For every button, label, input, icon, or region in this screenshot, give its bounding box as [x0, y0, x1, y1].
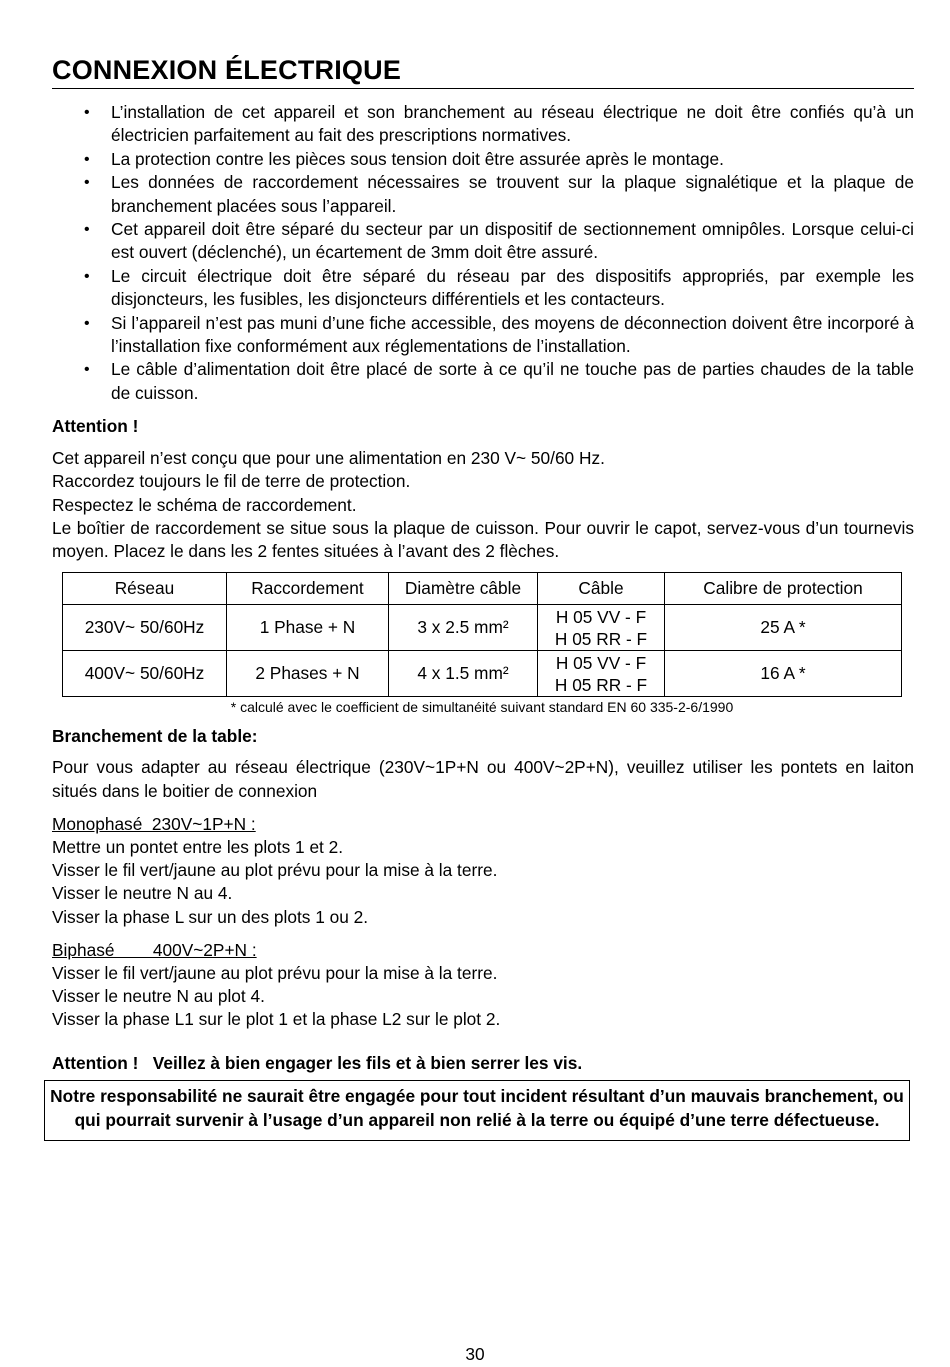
column-header: Raccordement	[227, 573, 389, 605]
intro-line: Le boîtier de raccordement se situe sous la plaque de cuisson. Pour ouvrir le capot, servez-vous d’un tournevis moyen. Placez le dans les 2 fentes situées à l’avant des 2 flèches.	[52, 517, 914, 562]
bullet-item: • Le câble d’alimentation doit être placé de sorte à ce qu’il ne touche pas de parties chaudes de la table de cuisson.	[52, 358, 914, 405]
intro-line: Raccordez toujours le fil de terre de protection.	[52, 471, 411, 492]
bullet-item: • Si l’appareil n’est pas muni d’une fiche accessible, des moyens de déconnection doivent être incorporé à l’installation fixe conformément aux réglementations de l’installation.	[52, 312, 914, 359]
cell-reseau: 400V~ 50/60Hz	[63, 651, 227, 697]
column-header: Calibre de protection	[665, 573, 902, 605]
cell-diametre: 4 x 1.5 mm²	[389, 651, 538, 697]
cable-type: H 05 VV - F	[555, 606, 647, 627]
instruction-line: Mettre un pontet entre les plots 1 et 2.	[52, 836, 344, 857]
bullet-item: • La protection contre les pièces sous tension doit être assurée après le montage.	[52, 148, 914, 171]
intro-line: Respectez le schéma de raccordement.	[52, 494, 357, 515]
instruction-line: Visser le fil vert/jaune au plot prévu pour la mise à la terre.	[52, 962, 498, 983]
instruction-line: Visser la phase L sur un des plots 1 ou 2.	[52, 906, 369, 927]
table-header-row	[63, 573, 902, 605]
biphase-section	[52, 939, 914, 1032]
cable-type: H 05 RR - F	[554, 674, 648, 695]
cable-type: H 05 RR - F	[554, 628, 648, 649]
biphase-heading: Biphasé 400V~2P+N :	[52, 939, 257, 960]
cell-reseau: 230V~ 50/60Hz	[63, 605, 227, 651]
cable-type: H 05 VV - F	[555, 652, 647, 673]
instruction-line: Visser le neutre N au plot 4.	[52, 986, 265, 1007]
cell-diametre: 3 x 2.5 mm²	[389, 605, 538, 651]
cell-cable	[538, 651, 665, 697]
table-row	[63, 651, 902, 697]
connection-spec-table	[62, 572, 902, 697]
attention-warning: Attention ! Veillez à bien engager les fils et à bien serrer les vis.	[52, 1052, 583, 1073]
table-row	[63, 605, 902, 651]
bullet-item: • L’installation de cet appareil et son branchement au réseau électrique ne doit être confiés qu’à un électricien parfaitement au fait des prescriptions normatives.	[52, 101, 914, 148]
page-number: 30	[465, 1344, 485, 1364]
instruction-line: Visser le neutre N au 4.	[52, 883, 233, 904]
column-header: Câble	[538, 573, 665, 605]
intro-line: Cet appareil n’est conçu que pour une alimentation en 230 V~ 50/60 Hz.	[52, 448, 605, 469]
cell-raccordement: 2 Phases + N	[227, 651, 389, 697]
column-header: Réseau	[63, 573, 227, 605]
cell-cable	[538, 605, 665, 651]
monophase-section	[52, 813, 914, 929]
instruction-line: Visser le fil vert/jaune au plot prévu pour la mise à la terre.	[52, 860, 498, 881]
column-header: Diamètre câble	[389, 573, 538, 605]
monophase-heading: Monophasé 230V~1P+N :	[52, 813, 256, 834]
bullet-item: • Les données de raccordement nécessaires se trouvent sur la plaque signalétique et la plaque de branchement placées sous l’appareil.	[52, 171, 914, 218]
bullet-item: • Le circuit électrique doit être séparé du réseau par des dispositifs appropriés, par exemple les disjoncteurs, les fusibles, les disjoncteurs différentiels et les contacteurs.	[52, 265, 914, 312]
intro-paragraph	[52, 447, 914, 563]
liability-notice-box: Notre responsabilité ne saurait être engagée pour tout incident résultant d’un mauvais branchement, ou qui pourrait survenir à l’usage d’un appareil non relié à la terre ou équipé d’une terre défectueuse.	[44, 1080, 910, 1141]
branchement-paragraph: Pour vous adapter au réseau électrique (230V~1P+N ou 400V~2P+N), veuillez utiliser les pontets en laiton situés dans le boitier de connexion	[52, 757, 914, 801]
page-title: CONNEXION ÉLECTRIQUE	[52, 52, 914, 89]
table-footnote: * calculé avec le coefficient de simultanéité suivant standard EN 60 335-2-6/1990	[230, 699, 734, 716]
safety-bullet-list	[52, 101, 914, 405]
page-content	[52, 52, 914, 1075]
attention-heading: Attention !	[52, 416, 139, 437]
instruction-line: Visser la phase L1 sur le plot 1 et la phase L2 sur le plot 2.	[52, 1009, 501, 1030]
branchement-heading: Branchement de la table:	[52, 726, 258, 747]
cell-calibre: 16 A *	[665, 651, 902, 697]
cell-raccordement: 1 Phase + N	[227, 605, 389, 651]
bullet-item: • Cet appareil doit être séparé du secteur par un dispositif de sectionnement omnipôles. Lorsque celui-ci est ouvert (déclenché), un écartement de 3mm doit être assuré.	[52, 218, 914, 265]
cell-calibre: 25 A *	[665, 605, 902, 651]
